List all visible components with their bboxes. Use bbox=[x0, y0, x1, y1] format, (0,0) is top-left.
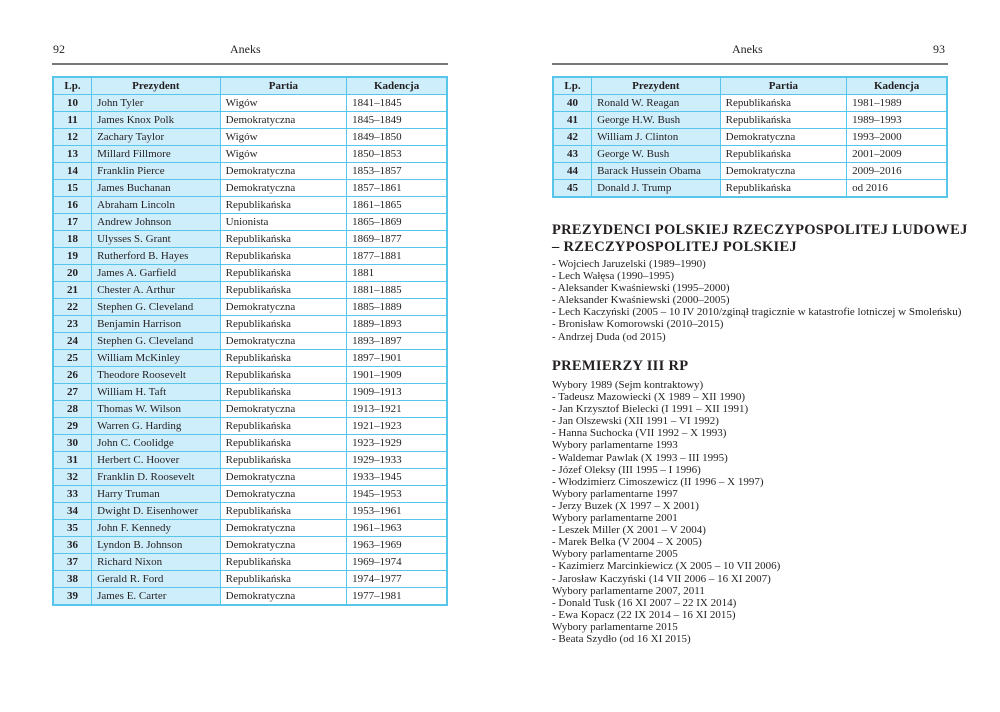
party-name: Demokratyczna bbox=[720, 163, 847, 180]
row-number: 13 bbox=[53, 146, 92, 163]
table-row bbox=[53, 384, 447, 401]
term-years: 1889–1893 bbox=[347, 316, 447, 333]
president-name: William McKinley bbox=[92, 350, 221, 367]
party-name: Wigów bbox=[220, 95, 347, 112]
polish-presidents-list bbox=[552, 258, 961, 343]
row-number: 10 bbox=[53, 95, 92, 112]
table-row bbox=[553, 146, 947, 163]
table-row bbox=[553, 129, 947, 146]
term-years: 1853–1857 bbox=[347, 163, 447, 180]
term-years: 1841–1845 bbox=[347, 95, 447, 112]
row-number: 17 bbox=[53, 214, 92, 231]
row-number: 27 bbox=[53, 384, 92, 401]
row-number: 19 bbox=[53, 248, 92, 265]
table-row bbox=[53, 537, 447, 554]
term-years: 1881 bbox=[347, 265, 447, 282]
prime-ministers-heading: PREMIERZY III RP bbox=[552, 358, 689, 374]
table-row bbox=[553, 112, 947, 129]
table-row bbox=[53, 163, 447, 180]
term-years: 1974–1977 bbox=[347, 571, 447, 588]
table-row bbox=[53, 469, 447, 486]
row-number: 42 bbox=[553, 129, 592, 146]
party-name: Republikańska bbox=[220, 554, 347, 571]
president-name: George H.W. Bush bbox=[592, 112, 721, 129]
president-name: James Knox Polk bbox=[92, 112, 221, 129]
list-item: - Leszek Miller (X 2001 – V 2004) bbox=[552, 524, 706, 537]
table-row bbox=[53, 367, 447, 384]
term-years: 1953–1961 bbox=[347, 503, 447, 520]
president-name: Franklin Pierce bbox=[92, 163, 221, 180]
table-row bbox=[53, 282, 447, 299]
party-name: Republikańska bbox=[220, 435, 347, 452]
party-name: Demokratyczna bbox=[220, 588, 347, 606]
row-number: 18 bbox=[53, 231, 92, 248]
president-name: James Buchanan bbox=[92, 180, 221, 197]
party-name: Republikańska bbox=[720, 180, 847, 198]
president-name: Harry Truman bbox=[92, 486, 221, 503]
row-number: 44 bbox=[553, 163, 592, 180]
party-name: Republikańska bbox=[220, 197, 347, 214]
president-name: Stephen G. Cleveland bbox=[92, 333, 221, 350]
party-name: Demokratyczna bbox=[220, 112, 347, 129]
table-row bbox=[53, 129, 447, 146]
table-row bbox=[53, 452, 447, 469]
term-years: od 2016 bbox=[847, 180, 947, 198]
term-years: 1850–1853 bbox=[347, 146, 447, 163]
row-number: 24 bbox=[53, 333, 92, 350]
row-number: 45 bbox=[553, 180, 592, 198]
term-years: 1857–1861 bbox=[347, 180, 447, 197]
party-name: Demokratyczna bbox=[220, 520, 347, 537]
table-row bbox=[53, 146, 447, 163]
row-number: 15 bbox=[53, 180, 92, 197]
president-name: John F. Kennedy bbox=[92, 520, 221, 537]
running-head: Aneks bbox=[230, 42, 261, 56]
row-number: 36 bbox=[53, 537, 92, 554]
list-item: - Jan Olszewski (XII 1991 – VI 1992) bbox=[552, 415, 719, 428]
party-name: Demokratyczna bbox=[220, 163, 347, 180]
list-item: Wybory parlamentarne 2005 bbox=[552, 548, 678, 561]
list-item: - Lech Wałęsa (1990–1995) bbox=[552, 270, 675, 283]
term-years: 1849–1850 bbox=[347, 129, 447, 146]
president-name: Ulysses S. Grant bbox=[92, 231, 221, 248]
party-name: Republikańska bbox=[720, 95, 847, 112]
party-name: Demokratyczna bbox=[220, 469, 347, 486]
term-years: 1865–1869 bbox=[347, 214, 447, 231]
term-years: 1977–1981 bbox=[347, 588, 447, 606]
term-years: 1989–1993 bbox=[847, 112, 947, 129]
party-name: Demokratyczna bbox=[220, 486, 347, 503]
party-name: Republikańska bbox=[220, 503, 347, 520]
term-years: 1845–1849 bbox=[347, 112, 447, 129]
president-name: William H. Taft bbox=[92, 384, 221, 401]
polish-presidents-heading bbox=[552, 222, 968, 256]
list-item: Wybory parlamentarne 2007, 2011 bbox=[552, 584, 705, 597]
running-head: Aneks bbox=[732, 42, 763, 56]
table-row bbox=[53, 333, 447, 350]
president-name: John Tyler bbox=[92, 95, 221, 112]
term-years: 1921–1923 bbox=[347, 418, 447, 435]
party-name: Republikańska bbox=[220, 350, 347, 367]
term-years: 1993–2000 bbox=[847, 129, 947, 146]
list-item: Wybory parlamentarne 1997 bbox=[552, 487, 678, 500]
term-years: 1923–1929 bbox=[347, 435, 447, 452]
list-item: Wybory 1989 (Sejm kontraktowy) bbox=[552, 379, 704, 391]
term-years: 1861–1865 bbox=[347, 197, 447, 214]
list-item: Wybory parlamentarne 2001 bbox=[552, 512, 678, 525]
table-row bbox=[53, 248, 447, 265]
table-row bbox=[53, 299, 447, 316]
page-number: 92 bbox=[53, 42, 65, 56]
term-years: 1945–1953 bbox=[347, 486, 447, 503]
row-number: 38 bbox=[53, 571, 92, 588]
president-name: Lyndon B. Johnson bbox=[92, 537, 221, 554]
row-number: 16 bbox=[53, 197, 92, 214]
term-years: 1877–1881 bbox=[347, 248, 447, 265]
list-item: - Waldemar Pawlak (X 1993 – III 1995) bbox=[552, 451, 728, 464]
heading-line-1: PREZYDENCI POLSKIEJ RZECZYPOSPOLITEJ LUDOWEJ bbox=[552, 222, 968, 238]
party-name: Demokratyczna bbox=[220, 299, 347, 316]
table-row bbox=[53, 214, 447, 231]
party-name: Republikańska bbox=[220, 231, 347, 248]
table-row bbox=[53, 265, 447, 282]
table-row bbox=[53, 401, 447, 418]
row-number: 23 bbox=[53, 316, 92, 333]
row-number: 21 bbox=[53, 282, 92, 299]
term-years: 1909–1913 bbox=[347, 384, 447, 401]
column-header-party: Partia bbox=[220, 77, 347, 95]
president-name: Andrew Johnson bbox=[92, 214, 221, 231]
party-name: Republikańska bbox=[720, 112, 847, 129]
presidents-table-left bbox=[52, 76, 448, 606]
header-rule bbox=[52, 63, 448, 65]
row-number: 25 bbox=[53, 350, 92, 367]
party-name: Demokratyczna bbox=[220, 333, 347, 350]
party-name: Wigów bbox=[220, 129, 347, 146]
table-row bbox=[53, 486, 447, 503]
president-name: Chester A. Arthur bbox=[92, 282, 221, 299]
prime-ministers-list bbox=[552, 379, 780, 645]
table-row bbox=[53, 418, 447, 435]
row-number: 41 bbox=[553, 112, 592, 129]
president-name: Theodore Roosevelt bbox=[92, 367, 221, 384]
president-name: Donald J. Trump bbox=[592, 180, 721, 198]
term-years: 1961–1963 bbox=[347, 520, 447, 537]
party-name: Republikańska bbox=[220, 316, 347, 333]
party-name: Republikańska bbox=[220, 367, 347, 384]
list-item: Wybory parlamentarne 2015 bbox=[552, 620, 678, 633]
table-body bbox=[53, 95, 447, 606]
president-name: Thomas W. Wilson bbox=[92, 401, 221, 418]
president-name: William J. Clinton bbox=[592, 129, 721, 146]
page-number: 93 bbox=[933, 42, 945, 56]
term-years: 1963–1969 bbox=[347, 537, 447, 554]
president-name: Ronald W. Reagan bbox=[592, 95, 721, 112]
term-years: 2009–2016 bbox=[847, 163, 947, 180]
president-name: George W. Bush bbox=[592, 146, 721, 163]
party-name: Republikańska bbox=[220, 418, 347, 435]
list-item: Wybory parlamentarne 1993 bbox=[552, 439, 678, 452]
table-row bbox=[53, 435, 447, 452]
column-header-term: Kadencja bbox=[347, 77, 447, 95]
president-name: Stephen G. Cleveland bbox=[92, 299, 221, 316]
row-number: 43 bbox=[553, 146, 592, 163]
list-item: - Jerzy Buzek (X 1997 – X 2001) bbox=[552, 499, 699, 512]
table-row bbox=[53, 231, 447, 248]
table-row bbox=[53, 571, 447, 588]
row-number: 14 bbox=[53, 163, 92, 180]
right-page bbox=[500, 0, 1000, 712]
list-item: - Aleksander Kwaśniewski (1995–2000) bbox=[552, 282, 730, 295]
header-rule bbox=[552, 63, 948, 65]
president-name: Rutherford B. Hayes bbox=[92, 248, 221, 265]
table-row bbox=[53, 503, 447, 520]
row-number: 31 bbox=[53, 452, 92, 469]
term-years: 2001–2009 bbox=[847, 146, 947, 163]
list-item: - Bronisław Komorowski (2010–2015) bbox=[552, 318, 724, 331]
row-number: 39 bbox=[53, 588, 92, 606]
party-name: Republikańska bbox=[220, 282, 347, 299]
party-name: Republikańska bbox=[220, 452, 347, 469]
list-item: - Ewa Kopacz (22 IX 2014 – 16 XI 2015) bbox=[552, 608, 736, 621]
list-item: - Józef Oleksy (III 1995 – I 1996) bbox=[552, 463, 701, 476]
table-row bbox=[553, 180, 947, 198]
presidents-table-right bbox=[552, 76, 948, 198]
list-item: - Marek Belka (V 2004 – X 2005) bbox=[552, 536, 702, 549]
term-years: 1913–1921 bbox=[347, 401, 447, 418]
column-header-lp: Lp. bbox=[553, 77, 592, 95]
party-name: Unionista bbox=[220, 214, 347, 231]
president-name: James E. Carter bbox=[92, 588, 221, 606]
table-header-row bbox=[53, 77, 447, 95]
table-row bbox=[553, 163, 947, 180]
party-name: Republikańska bbox=[220, 265, 347, 282]
list-item: - Jan Krzysztof Bielecki (I 1991 – XII 1991) bbox=[552, 403, 749, 416]
table-row bbox=[53, 180, 447, 197]
row-number: 11 bbox=[53, 112, 92, 129]
column-header-president: Prezydent bbox=[592, 77, 721, 95]
list-item: - Wojciech Jaruzelski (1989–1990) bbox=[552, 258, 706, 270]
party-name: Demokratyczna bbox=[220, 180, 347, 197]
party-name: Wigów bbox=[220, 146, 347, 163]
list-item: - Lech Kaczyński (2005 – 10 IV 2010/zginął tragicznie w katastrofie lotniczej w Smoleńsku) bbox=[552, 306, 962, 319]
president-name: Richard Nixon bbox=[92, 554, 221, 571]
table-row bbox=[553, 95, 947, 112]
president-name: Warren G. Harding bbox=[92, 418, 221, 435]
president-name: Benjamin Harrison bbox=[92, 316, 221, 333]
president-name: Abraham Lincoln bbox=[92, 197, 221, 214]
term-years: 1869–1877 bbox=[347, 231, 447, 248]
table-row bbox=[53, 350, 447, 367]
row-number: 29 bbox=[53, 418, 92, 435]
term-years: 1897–1901 bbox=[347, 350, 447, 367]
president-name: John C. Coolidge bbox=[92, 435, 221, 452]
row-number: 30 bbox=[53, 435, 92, 452]
president-name: Barack Hussein Obama bbox=[592, 163, 721, 180]
party-name: Demokratyczna bbox=[220, 537, 347, 554]
list-item: - Hanna Suchocka (VII 1992 – X 1993) bbox=[552, 427, 727, 440]
row-number: 22 bbox=[53, 299, 92, 316]
table-header-row bbox=[553, 77, 947, 95]
party-name: Demokratyczna bbox=[220, 401, 347, 418]
term-years: 1981–1989 bbox=[847, 95, 947, 112]
table-row bbox=[53, 316, 447, 333]
row-number: 26 bbox=[53, 367, 92, 384]
president-name: Zachary Taylor bbox=[92, 129, 221, 146]
party-name: Republikańska bbox=[220, 384, 347, 401]
column-header-lp: Lp. bbox=[53, 77, 92, 95]
table-row bbox=[53, 197, 447, 214]
list-item: - Aleksander Kwaśniewski (2000–2005) bbox=[552, 294, 730, 307]
list-item: - Andrzej Duda (od 2015) bbox=[552, 330, 666, 343]
term-years: 1893–1897 bbox=[347, 333, 447, 350]
term-years: 1969–1974 bbox=[347, 554, 447, 571]
table-row bbox=[53, 112, 447, 129]
list-item: - Włodzimierz Cimoszewicz (II 1996 – X 1997) bbox=[552, 475, 764, 488]
president-name: Gerald R. Ford bbox=[92, 571, 221, 588]
term-years: 1929–1933 bbox=[347, 452, 447, 469]
row-number: 12 bbox=[53, 129, 92, 146]
term-years: 1881–1885 bbox=[347, 282, 447, 299]
row-number: 28 bbox=[53, 401, 92, 418]
party-name: Demokratyczna bbox=[720, 129, 847, 146]
list-item: - Tadeusz Mazowiecki (X 1989 – XII 1990) bbox=[552, 391, 745, 404]
term-years: 1885–1889 bbox=[347, 299, 447, 316]
table-row bbox=[53, 520, 447, 537]
party-name: Republikańska bbox=[720, 146, 847, 163]
row-number: 35 bbox=[53, 520, 92, 537]
list-item: - Beata Szydło (od 16 XI 2015) bbox=[552, 632, 691, 645]
list-item: - Donald Tusk (16 XI 2007 – 22 IX 2014) bbox=[552, 596, 737, 609]
row-number: 33 bbox=[53, 486, 92, 503]
table-body bbox=[553, 95, 947, 198]
term-years: 1901–1909 bbox=[347, 367, 447, 384]
term-years: 1933–1945 bbox=[347, 469, 447, 486]
party-name: Republikańska bbox=[220, 248, 347, 265]
row-number: 32 bbox=[53, 469, 92, 486]
column-header-president: Prezydent bbox=[92, 77, 221, 95]
list-item: - Kazimierz Marcinkiewicz (X 2005 – 10 VII 2006) bbox=[552, 560, 781, 573]
row-number: 34 bbox=[53, 503, 92, 520]
list-item: - Jarosław Kaczyński (14 VII 2006 – 16 XI 2007) bbox=[552, 572, 771, 585]
party-name: Republikańska bbox=[220, 571, 347, 588]
row-number: 40 bbox=[553, 95, 592, 112]
heading-line-2: – RZECZYPOSPOLITEJ POLSKIEJ bbox=[552, 239, 797, 255]
president-name: James A. Garfield bbox=[92, 265, 221, 282]
president-name: Franklin D. Roosevelt bbox=[92, 469, 221, 486]
row-number: 37 bbox=[53, 554, 92, 571]
president-name: Herbert C. Hoover bbox=[92, 452, 221, 469]
table-row bbox=[53, 95, 447, 112]
president-name: Millard Fillmore bbox=[92, 146, 221, 163]
table-row bbox=[53, 554, 447, 571]
president-name: Dwight D. Eisenhower bbox=[92, 503, 221, 520]
column-header-party: Partia bbox=[720, 77, 847, 95]
row-number: 20 bbox=[53, 265, 92, 282]
column-header-term: Kadencja bbox=[847, 77, 947, 95]
table-row bbox=[53, 588, 447, 606]
